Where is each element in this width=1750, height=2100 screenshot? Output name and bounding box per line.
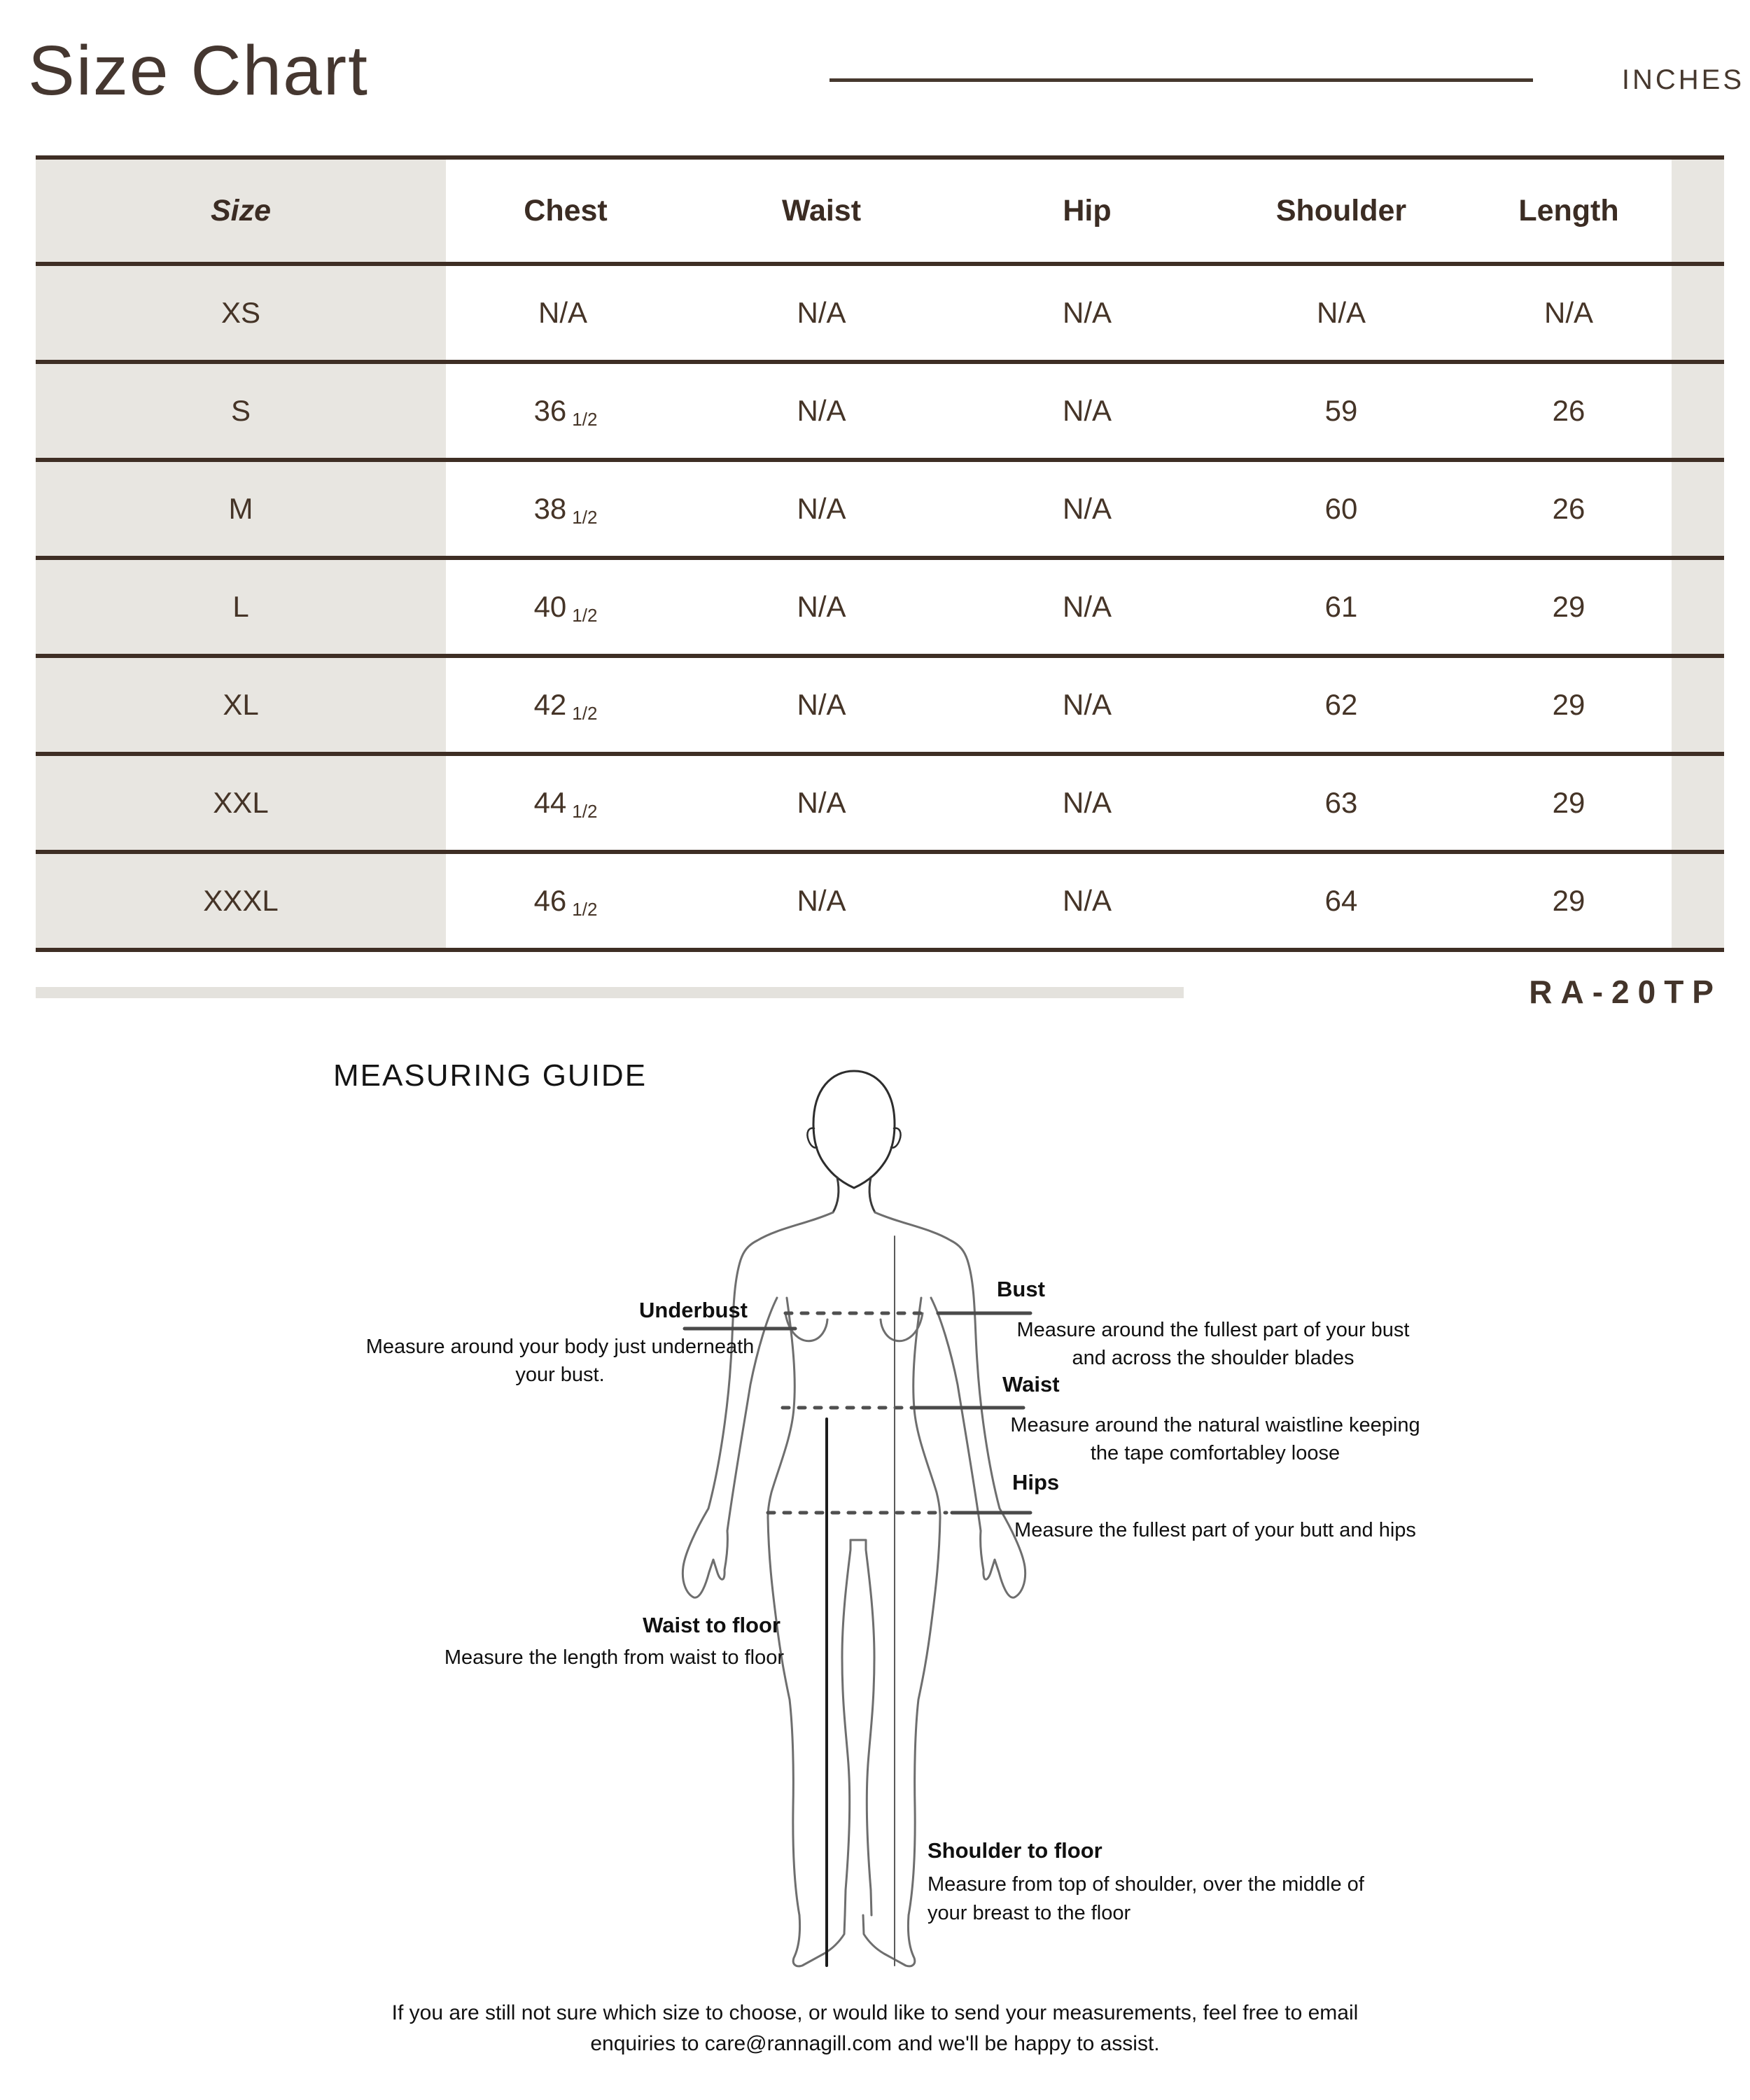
shoulder-cell: 62	[1324, 688, 1358, 721]
chest-fraction: 1/2	[572, 702, 598, 724]
left-arm-outline	[682, 1212, 833, 1597]
shoulder-cell: 63	[1324, 786, 1358, 819]
chest-cell	[446, 658, 685, 752]
shoulder-cell: N/A	[1316, 296, 1366, 329]
length-cell: 29	[1552, 786, 1586, 819]
chest-cell	[446, 854, 685, 948]
head-outline	[813, 1071, 895, 1188]
right-shaded-strip	[1672, 160, 1724, 262]
neck-right	[869, 1177, 875, 1212]
bust-desc-line: Measure around the fullest part of your bust	[1016, 1319, 1410, 1341]
chest-value: 36	[533, 394, 567, 427]
waist-cell: N/A	[797, 884, 846, 917]
right-inner-leg	[850, 1540, 874, 1915]
waist-cell: N/A	[797, 590, 846, 623]
bust-label: Bust	[997, 1277, 1045, 1301]
waist-desc-line: Measure around the natural waistline keeping	[1010, 1414, 1420, 1436]
chest-fraction: 1/2	[572, 408, 598, 430]
hip-cell: N/A	[1062, 590, 1112, 623]
chest-value: 46	[533, 884, 567, 917]
page-title: Size Chart	[28, 31, 369, 110]
header-size: Size	[36, 160, 446, 262]
chest-fraction: 1/2	[572, 898, 598, 920]
table-row-xxxl	[36, 854, 1724, 952]
size-cell: XXL	[36, 756, 446, 850]
size-cell: M	[36, 462, 446, 556]
shoulder-to-floor-desc-line: your breast to the floor	[927, 1902, 1131, 1924]
waist-cell: N/A	[797, 492, 846, 525]
shoulder-cell: 60	[1324, 492, 1358, 525]
shoulder-cell: 64	[1324, 884, 1358, 917]
hip-cell: N/A	[1062, 688, 1112, 721]
underbust-desc-line: your bust.	[515, 1364, 605, 1386]
unit-label: INCHES	[1621, 64, 1744, 95]
chest-cell	[446, 364, 685, 458]
chest-value: 42	[533, 688, 567, 721]
table-row-l	[36, 560, 1724, 658]
length-cell: 29	[1552, 884, 1586, 917]
length-cell: 26	[1552, 492, 1586, 525]
chest-cell	[446, 560, 685, 654]
hip-cell: N/A	[1062, 786, 1112, 819]
chest-value: N/A	[538, 296, 587, 329]
right-foot	[863, 1915, 915, 1966]
table-row-xl	[36, 658, 1724, 756]
header-waist: Waist	[781, 193, 862, 227]
right-shaded-strip	[1672, 854, 1724, 948]
chest-value: 38	[533, 492, 567, 525]
title-rule	[830, 78, 1533, 82]
chest-value: 40	[533, 590, 567, 623]
bust-description	[999, 1316, 1427, 1372]
right-shaded-strip	[1672, 658, 1724, 752]
style-code: RA-20TP	[1529, 974, 1722, 1010]
chest-fraction: 1/2	[572, 506, 598, 528]
underbust-description	[323, 1333, 797, 1389]
underbust-desc-line: Measure around your body just underneath	[365, 1336, 755, 1358]
right-shaded-strip	[1672, 756, 1724, 850]
header-shoulder: Shoulder	[1275, 193, 1407, 227]
torso-left-and-left-leg	[768, 1298, 799, 1915]
header-chest: Chest	[524, 193, 608, 227]
chest-cell	[446, 756, 685, 850]
size-cell: XXXL	[36, 854, 446, 948]
waist-label: Waist	[1002, 1372, 1060, 1396]
header-hip: Hip	[1063, 193, 1112, 227]
footer-line: If you are still not sure which size to choose, or would like to send your measurements, feel free to email	[391, 2001, 1359, 2024]
table-row-xs	[36, 266, 1724, 364]
shoulder-to-floor-description	[927, 1870, 1404, 1928]
bust-desc-line: and across the shoulder blades	[1072, 1347, 1354, 1369]
table-row-xxl	[36, 756, 1724, 854]
header-length: Length	[1518, 193, 1619, 227]
chest-fraction: 1/2	[572, 800, 598, 822]
underbust-label: Underbust	[639, 1298, 748, 1322]
divider-bar	[36, 987, 1184, 998]
chest-value: 44	[533, 786, 567, 819]
length-cell: 26	[1552, 394, 1586, 427]
waist-to-floor-label: Waist to floor	[643, 1613, 780, 1637]
length-cell: 29	[1552, 590, 1586, 623]
waist-desc-line: the tape comfortabley loose	[1090, 1442, 1340, 1464]
waist-to-floor-desc-line: Measure the length from waist to floor	[444, 1646, 784, 1669]
right-shaded-strip	[1672, 462, 1724, 556]
chest-fraction: 1/2	[572, 604, 598, 626]
right-shaded-strip	[1672, 560, 1724, 654]
table-row-m	[36, 462, 1724, 560]
waist-cell: N/A	[797, 688, 846, 721]
footer-line: enquiries to care@rannagill.com and we'll be happy to assist.	[590, 2032, 1160, 2055]
waist-cell: N/A	[797, 296, 846, 329]
right-shaded-strip	[1672, 266, 1724, 360]
hips-description	[994, 1516, 1436, 1544]
length-cell: N/A	[1544, 296, 1593, 329]
hip-cell: N/A	[1062, 296, 1112, 329]
hip-cell: N/A	[1062, 884, 1112, 917]
waist-cell: N/A	[797, 786, 846, 819]
length-cell: 29	[1552, 688, 1586, 721]
hips-label: Hips	[1012, 1470, 1060, 1494]
right-shaded-strip	[1672, 364, 1724, 458]
size-cell: L	[36, 560, 446, 654]
size-cell: XS	[36, 266, 446, 360]
table-row-s	[36, 364, 1724, 462]
waist-description	[994, 1411, 1436, 1467]
chest-cell	[446, 462, 685, 556]
left-inner-leg	[842, 1540, 850, 1915]
table-header-row	[36, 160, 1724, 266]
footer-note	[245, 1998, 1505, 2059]
chest-cell	[446, 266, 685, 360]
size-cell: S	[36, 364, 446, 458]
shoulder-cell: 59	[1324, 394, 1358, 427]
neck-left	[833, 1177, 839, 1212]
waist-cell: N/A	[797, 394, 846, 427]
hip-cell: N/A	[1062, 492, 1112, 525]
left-foot	[793, 1915, 845, 1966]
size-table	[36, 155, 1724, 952]
hips-desc-line: Measure the fullest part of your butt and hips	[1014, 1519, 1416, 1541]
torso-right-and-right-leg	[909, 1298, 940, 1915]
size-cell: XL	[36, 658, 446, 752]
hip-cell: N/A	[1062, 394, 1112, 427]
shoulder-to-floor-label: Shoulder to floor	[927, 1838, 1102, 1863]
waist-to-floor-description	[336, 1644, 784, 1672]
shoulder-cell: 61	[1324, 590, 1358, 623]
measuring-guide-title: MEASURING GUIDE	[333, 1058, 648, 1093]
shoulder-to-floor-desc-line: Measure from top of shoulder, over the middle of	[927, 1873, 1364, 1896]
